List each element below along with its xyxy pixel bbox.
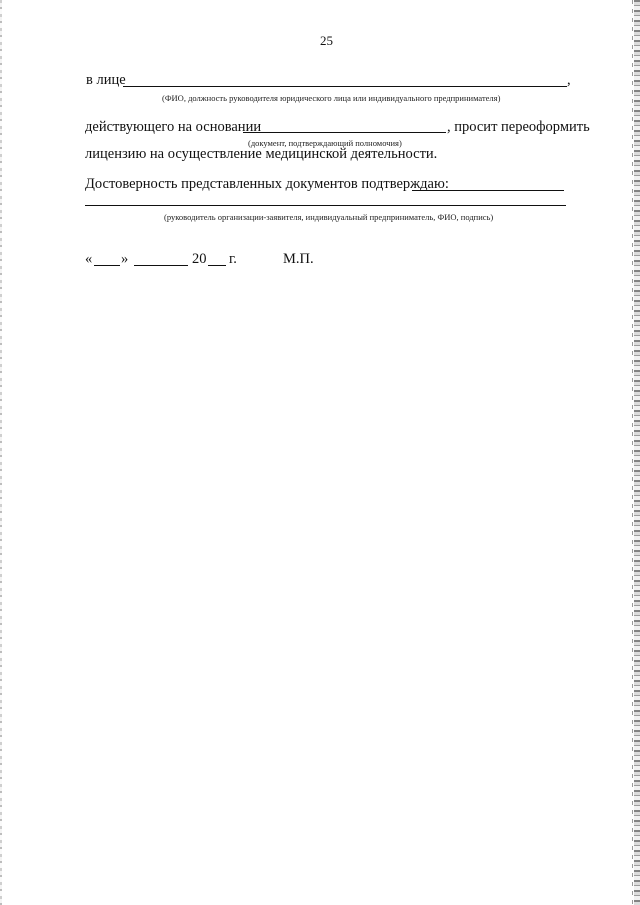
face-label: в лице [86,72,126,88]
confirm-full-blank[interactable] [85,205,566,206]
date-close-quote: » [121,251,129,267]
confirm-caption: (руководитель организации-заявителя, индивидуальный предприниматель, ФИО, подпись) [164,212,494,222]
date-open-quote: « [85,251,93,267]
scan-edge-left [0,0,2,905]
basis-continuation: лицензию на осуществление медицинской деятельности. [85,146,438,162]
date-year-prefix: 20 [192,251,207,267]
date-year-suffix: г. [229,251,237,267]
confirm-label: Достоверность представленных документов подтверждаю: [85,176,449,192]
face-comma: , [567,72,571,88]
face-name-blank[interactable] [123,86,567,87]
basis-document-blank[interactable] [243,132,446,133]
scan-edge-right [634,0,640,905]
page-number: 25 [320,33,333,48]
date-month-blank[interactable] [134,265,188,266]
basis-caption: (документ, подтверждающий полномочия) [248,138,402,148]
seal-label: М.П. [283,251,314,267]
date-year-blank[interactable] [208,265,226,266]
basis-label: действующего на основании [85,119,262,135]
date-day-blank[interactable] [94,265,120,266]
basis-request-text: , просит переоформить [447,119,590,135]
scan-edge-right-line [632,0,633,905]
confirm-signature-blank[interactable] [412,190,564,191]
face-caption: (ФИО, должность руководителя юридического лица или индивидуального предпринимателя) [162,93,501,103]
